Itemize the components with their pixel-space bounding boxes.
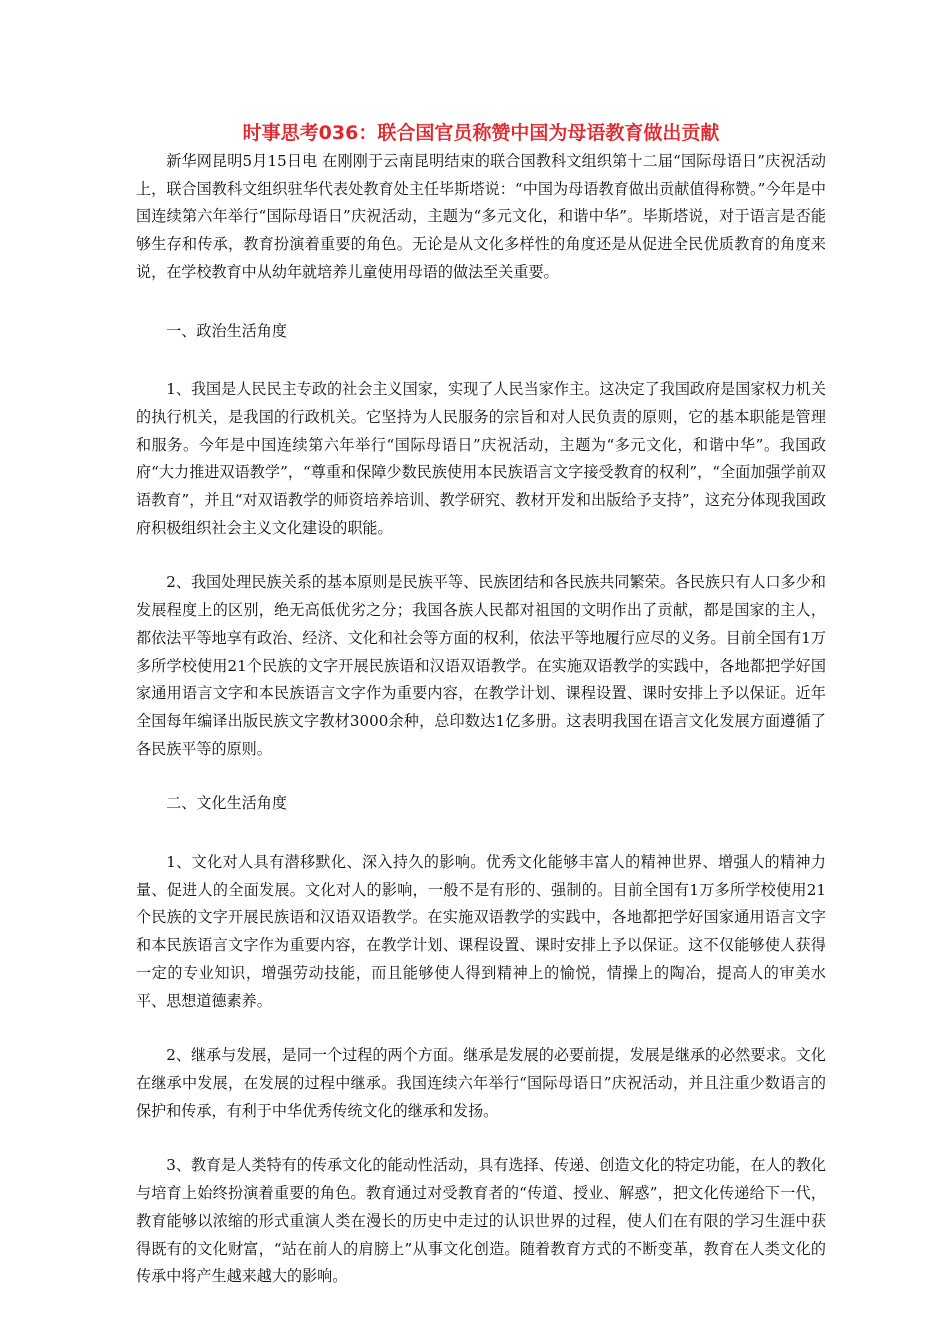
paragraph-text: 1、文化对人具有潜移默化、深入持久的影响。优秀文化能够丰富人的精神世界、增强人的精神力量、促进人的全面发展。文化对人的影响，一般不是有形的、强制的。目前全国有1万多所学校使用21个民族的文字开展民族语和汉语双语教学。在实施双语教学的实践中，各地都把学好国家通用语言文字和本民族语言文字作为重要内容，在教学计划、课程设置、课时安排上予以保证。这不仅能够使人获得一定的专业知识，增强劳动技能，而且能够使人得到精神上的愉悦，情操上的陶冶，提高人的审美水平、思想道德素养。 xyxy=(136,853,826,1010)
document-page xyxy=(136,118,826,1291)
paragraph-text: 1、我国是人民民主专政的社会主义国家，实现了人民当家作主。这决定了我国政府是国家权力机关的执行机关，是我国的行政机关。它坚持为人民服务的宗旨和对人民负责的原则，它的基本职能是管理和服务。今年是中国连续第六年举行“国际母语日”庆祝活动，主题为“多元文化，和谐中华”。我国政府“大力推进双语教学”，“尊重和保障少数民族使用本民族语言文字接受教育的权利”，“全面加强学前双语教育”，并且“对双语教学的师资培养培训、教学研究、教材开发和出版给予支持”，这充分体现我国政府积极组织社会主义文化建设的职能。 xyxy=(136,380,826,537)
article-title: 时事思考036：联合国官员称赞中国为母语教育做出贡献 xyxy=(242,122,720,144)
spacer xyxy=(136,1015,826,1042)
paragraph-text: 2、我国处理民族关系的基本原则是民族平等、民族团结和各民族共同繁荣。各民族只有人口多少和发展程度上的区别，绝无高低优劣之分；我国各族人民都对祖国的文明作出了贡献，都是国家的主人，都依法平等地享有政治、经济、文化和社会等方面的权利，依法平等地履行应尽的义务。目前全国有1万多所学校使用21个民族的文字开展民族语和汉语双语教学。在实施双语教学的实践中，各地都把学好国家通用语言文字和本民族语言文字作为重要内容，在教学计划、课程设置、课时安排上予以保证。近年全国每年编译出版民族文字教材3000余种，总印数达1亿多册。这表明我国在语言文化发展方面遵循了各民族平等的原则。 xyxy=(136,573,826,758)
spacer xyxy=(136,345,826,376)
spacer xyxy=(136,818,826,849)
section-heading-politics: 一、政治生活角度 xyxy=(166,321,287,340)
culture-paragraph-2 xyxy=(136,1042,826,1125)
spacer xyxy=(136,1125,826,1152)
culture-paragraph-1 xyxy=(136,849,826,1015)
spacer xyxy=(136,763,826,790)
spacer xyxy=(136,542,826,569)
politics-paragraph-1 xyxy=(136,376,826,542)
politics-paragraph-2 xyxy=(136,569,826,763)
spacer xyxy=(136,287,826,318)
section-heading-culture: 二、文化生活角度 xyxy=(166,794,287,813)
paragraph-text: 2、继承与发展，是同一个过程的两个方面。继承是发展的必要前提，发展是继承的必然要求。文化在继承中发展，在发展的过程中继承。我国连续六年举行“国际母语日”庆祝活动，并且注重少数语言的保护和传承，有利于中华优秀传统文化的继承和发扬。 xyxy=(136,1046,826,1120)
culture-paragraph-3 xyxy=(136,1152,826,1291)
paragraph-text: 3、教育是人类特有的传承文化的能动性活动，具有选择、传递、创造文化的特定功能，在人的教化与培育上始终扮演着重要的角色。教育通过对受教育者的“传道、授业、解惑”，把文化传递给下一代，教育能够以浓缩的形式重演人类在漫长的历史中走过的认识世界的过程，使人们在有限的学习生涯中获得既有的文化财富，“站在前人的肩膀上”从事文化创造。随着教育方式的不断变革，教育在人类文化的传承中将产生越来越大的影响。 xyxy=(136,1156,826,1286)
intro-paragraph: 新华网昆明5月15日电 在刚刚于云南昆明结束的联合国教科文组织第十二届“国际母语日”庆祝活动上，联合国教科文组织驻华代表处教育处主任毕斯塔说：“中国为母语教育做出贡献值得称赞。”今年是中国连续第六年举行“国际母语日”庆祝活动，主题为“多元文化，和谐中华”。毕斯塔说，对于语言是否能够生存和传承，教育扮演着重要的角色。无论是从文化多样性的角度还是从促进全民优质教育的角度来说，在学校教育中从幼年就培养儿童使用母语的做法至关重要。 xyxy=(136,152,826,281)
